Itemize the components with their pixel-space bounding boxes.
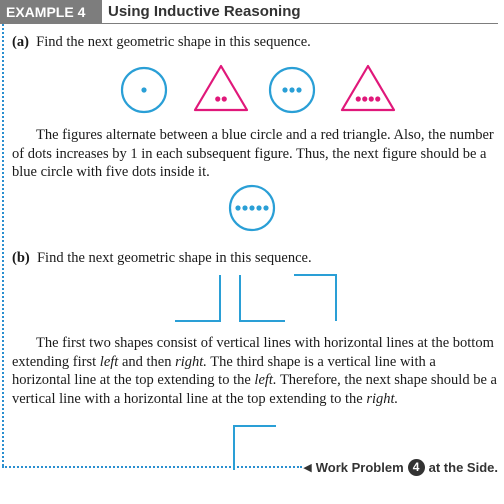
- example-label: EXAMPLE 4: [0, 0, 102, 24]
- circle-dot: [282, 87, 287, 92]
- circle-dot: [249, 205, 254, 210]
- circle-dot: [263, 205, 268, 210]
- shape-sequence-a: [0, 60, 504, 120]
- triangle-dot: [362, 96, 367, 101]
- red-triangle-2: [195, 66, 247, 110]
- part-a-marker: (a): [12, 34, 29, 50]
- part-b-marker: (b): [12, 250, 30, 266]
- answer-shape-a: [0, 186, 504, 232]
- circle-dot: [289, 87, 294, 92]
- part-b-explanation: The first two shapes consist of vertical lines with horizontal lines at the bottom extending first left and then right. The third shape is a vertical line with a horizontal line at the top extending to the left. Therefore, the next shape should be a vertical line with a horizontal line at the top extending to the right.: [12, 335, 497, 407]
- triangle-dot: [369, 96, 374, 101]
- triangle-dot: [375, 96, 380, 101]
- circle-dot: [296, 87, 301, 92]
- part-a-question: [12, 34, 311, 51]
- triangle-dot: [356, 96, 361, 101]
- footer-text-before: Work Problem: [315, 459, 404, 475]
- circle-dot: [256, 205, 261, 210]
- triangle-dot: [222, 96, 227, 101]
- line-shape-bottom-left: [175, 275, 220, 321]
- line-shape-bottom-right: [240, 275, 285, 321]
- part-a-prompt: Find the next geometric shape in this sequence.: [36, 34, 311, 50]
- triangle-dot: [215, 96, 220, 101]
- example-title: Using Inductive Reasoning: [108, 3, 301, 20]
- red-triangle-4: [342, 66, 394, 110]
- circle-dot: [242, 205, 247, 210]
- circle-dot: [235, 205, 240, 210]
- part-b-question: [12, 250, 312, 267]
- line-sequence-b: [0, 270, 504, 330]
- problem-number-badge: 4: [408, 459, 425, 476]
- line-shape-top-right-answer: [234, 426, 276, 470]
- footer-text-after: at the Side.: [428, 459, 498, 475]
- footer-work-problem[interactable]: [303, 457, 498, 477]
- bottom-dotted-border: [2, 466, 302, 468]
- left-arrow-icon: ◀: [303, 461, 312, 474]
- part-b-prompt: Find the next geometric shape in this sequence.: [36, 250, 312, 266]
- circle-dot: [141, 87, 146, 92]
- header-rule: [102, 23, 498, 24]
- line-shape-top-left: [294, 275, 336, 321]
- part-a-explanation: The figures alternate between a blue circle and a red triangle. Also, the number of dots increases by 1 in each subsequent figure. Thus, the next figure should be a blue circle with five dots inside it.: [12, 127, 494, 180]
